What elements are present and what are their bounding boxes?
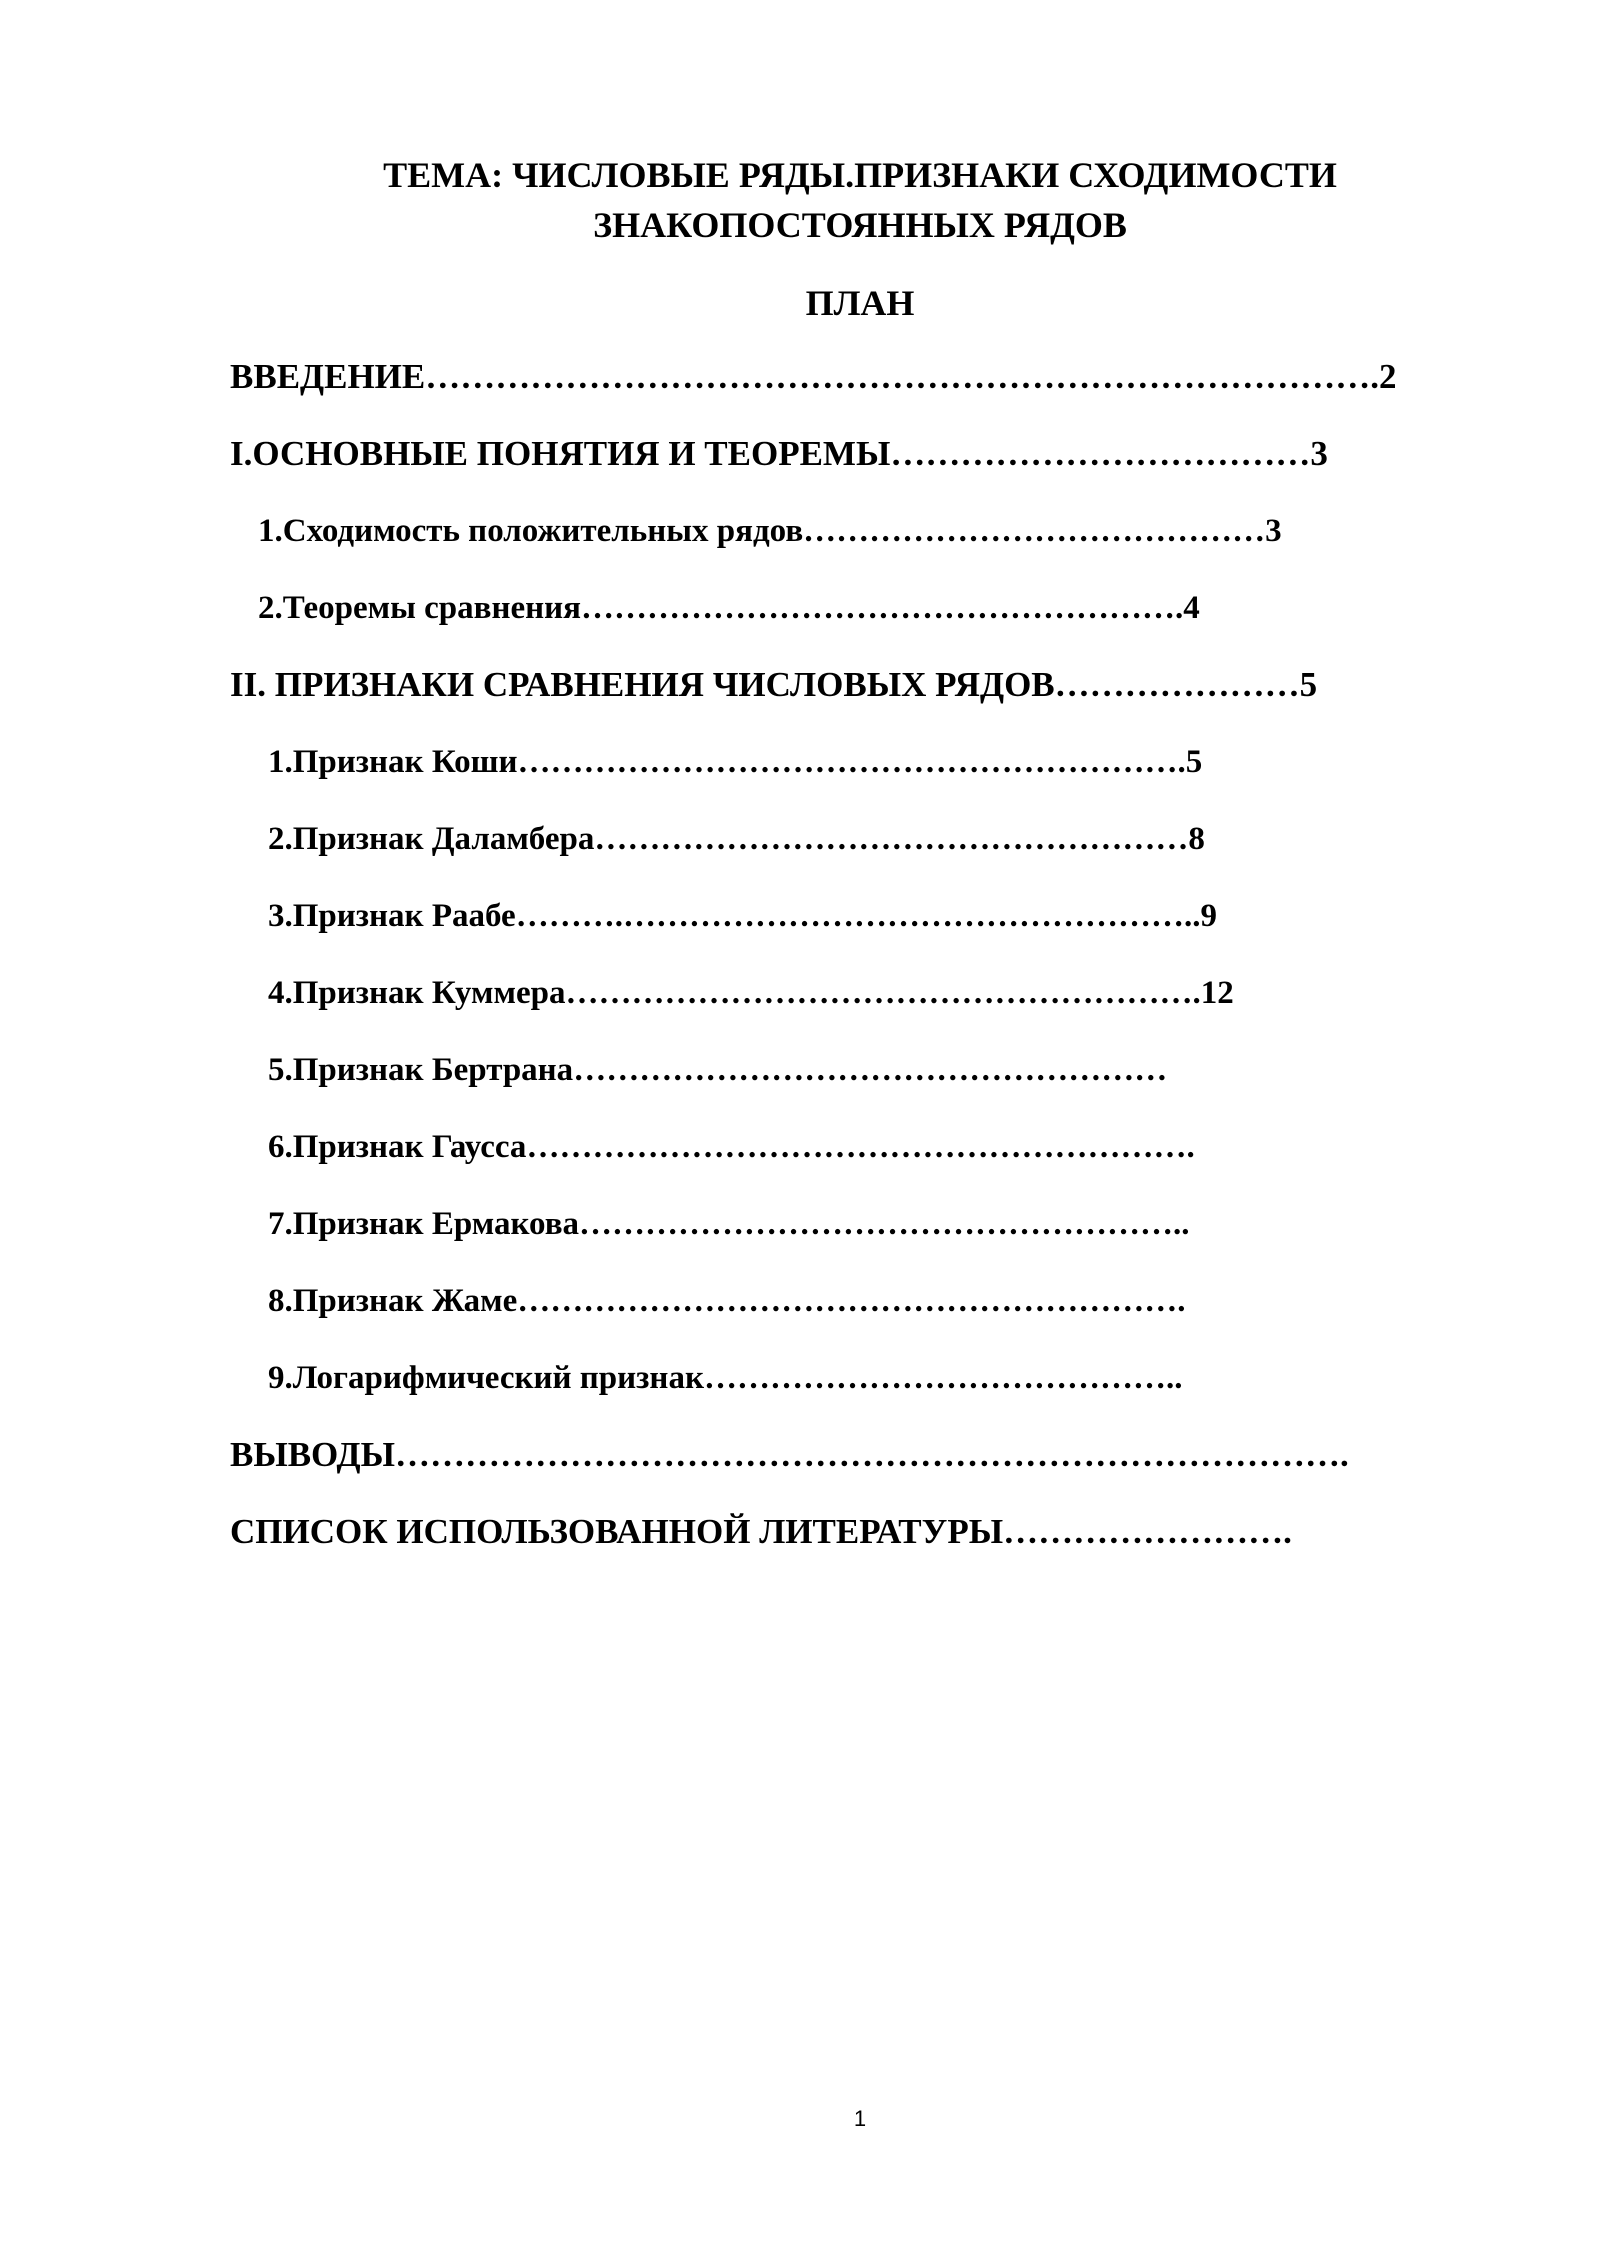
toc-entry-page: 3: [1310, 434, 1328, 473]
toc-entry-page: 8: [1188, 821, 1205, 857]
toc-entry-label: 6.Признак Гаусса: [268, 1129, 527, 1165]
toc-entry-leader: …………………: [1054, 665, 1300, 704]
toc-entry-page: 3: [1265, 513, 1282, 549]
toc-entry-label: 1.Сходимость положительных рядов: [258, 513, 804, 549]
toc-entry: [268, 894, 1217, 938]
toc-entry-label: 1.Признак Коши: [268, 744, 518, 780]
toc-entry: [268, 1279, 1186, 1323]
toc-entry-label: II. ПРИЗНАКИ СРАВНЕНИЯ ЧИСЛОВЫХ РЯДОВ: [230, 665, 1055, 704]
toc-entry-label: 2.Теоремы сравнения: [258, 590, 582, 626]
toc-entry-leader: ………………………………………………….: [565, 975, 1201, 1011]
toc-entry-label: 5.Признак Бертрана: [268, 1052, 574, 1088]
toc-entry-leader: …………………………………………………….: [526, 1129, 1195, 1165]
toc-entry: [268, 817, 1205, 861]
toc-entry-leader: ……………………………………………………………………….: [395, 1435, 1349, 1474]
toc-entry-leader: ……………………………………………………………………….: [425, 357, 1380, 396]
toc-entry-page: 2: [1379, 357, 1397, 396]
toc-entry-leader: ………………………………………………..: [579, 1206, 1190, 1242]
toc-entry-leader: …………………………………………………….: [517, 744, 1186, 780]
toc-entry: [268, 1048, 1167, 1092]
toc-entry-label: 3.Признак Раабе: [268, 898, 516, 934]
toc-entry: [258, 509, 1282, 553]
toc-entry-label: 2.Признак Даламбера: [268, 821, 595, 857]
toc-entry-label: 4.Признак Куммера: [268, 975, 566, 1011]
toc-entry: [268, 1356, 1182, 1400]
toc-entry-label: 9.Логарифмический признак: [268, 1360, 704, 1396]
toc-entry-leader: ……………………………………………….: [581, 590, 1184, 626]
toc-entry: [268, 1202, 1190, 1246]
title-line-1: ТЕМА: ЧИСЛОВЫЕ РЯДЫ.ПРИЗНАКИ СХОДИМОСТИ: [383, 155, 1337, 195]
document-title: [0, 150, 1600, 250]
title-line-2: ЗНАКОПОСТОЯННЫХ РЯДОВ: [593, 205, 1127, 245]
toc-entry-label: I.ОСНОВНЫЕ ПОНЯТИЯ И ТЕОРЕМЫ: [230, 434, 891, 473]
toc-entry-page: 5: [1299, 665, 1318, 704]
toc-entry-leader: ……………………………………..: [703, 1360, 1183, 1396]
toc-entry-page: 9: [1200, 898, 1217, 934]
toc-entry: [258, 586, 1200, 630]
toc-entry: [268, 1125, 1195, 1169]
toc-entry-label: 7.Признак Ермакова: [268, 1206, 580, 1242]
toc-entry: [230, 355, 1397, 399]
toc-entry: [268, 740, 1202, 784]
toc-entry: [230, 1433, 1349, 1477]
toc-entry-label: ВВЕДЕНИЕ: [230, 357, 426, 396]
toc-entry-leader: ………………………………………………: [573, 1052, 1168, 1088]
toc-entry-leader: ………………………………: [890, 434, 1311, 473]
toc-entry: [230, 432, 1328, 476]
toc-entry-page: 5: [1185, 744, 1203, 780]
page-number: 1: [853, 2106, 867, 2131]
plan-heading: ПЛАН: [805, 283, 915, 323]
toc-entry-leader: ……………………………………: [803, 513, 1266, 549]
toc-entry-leader: ………………………………………………: [594, 821, 1189, 857]
toc-entry: [230, 1510, 1292, 1554]
toc-entry-leader: …………………………………………………….: [517, 1283, 1186, 1319]
toc-entry-label: 8.Признак Жаме: [268, 1283, 518, 1319]
toc-entry-label: СПИСОК ИСПОЛЬЗОВАННОЙ ЛИТЕРАТУРЫ: [230, 1512, 1004, 1551]
toc-entry-label: ВЫВОДЫ: [230, 1435, 395, 1474]
toc-entry-leader: ……….……………………………………………..: [515, 898, 1201, 934]
toc-entry-page: 4: [1183, 590, 1200, 626]
toc-entry-page: 12: [1200, 975, 1234, 1011]
toc-entry: [230, 663, 1317, 707]
toc-entry: [268, 971, 1234, 1015]
toc-entry-leader: …………………….: [1003, 1512, 1292, 1551]
